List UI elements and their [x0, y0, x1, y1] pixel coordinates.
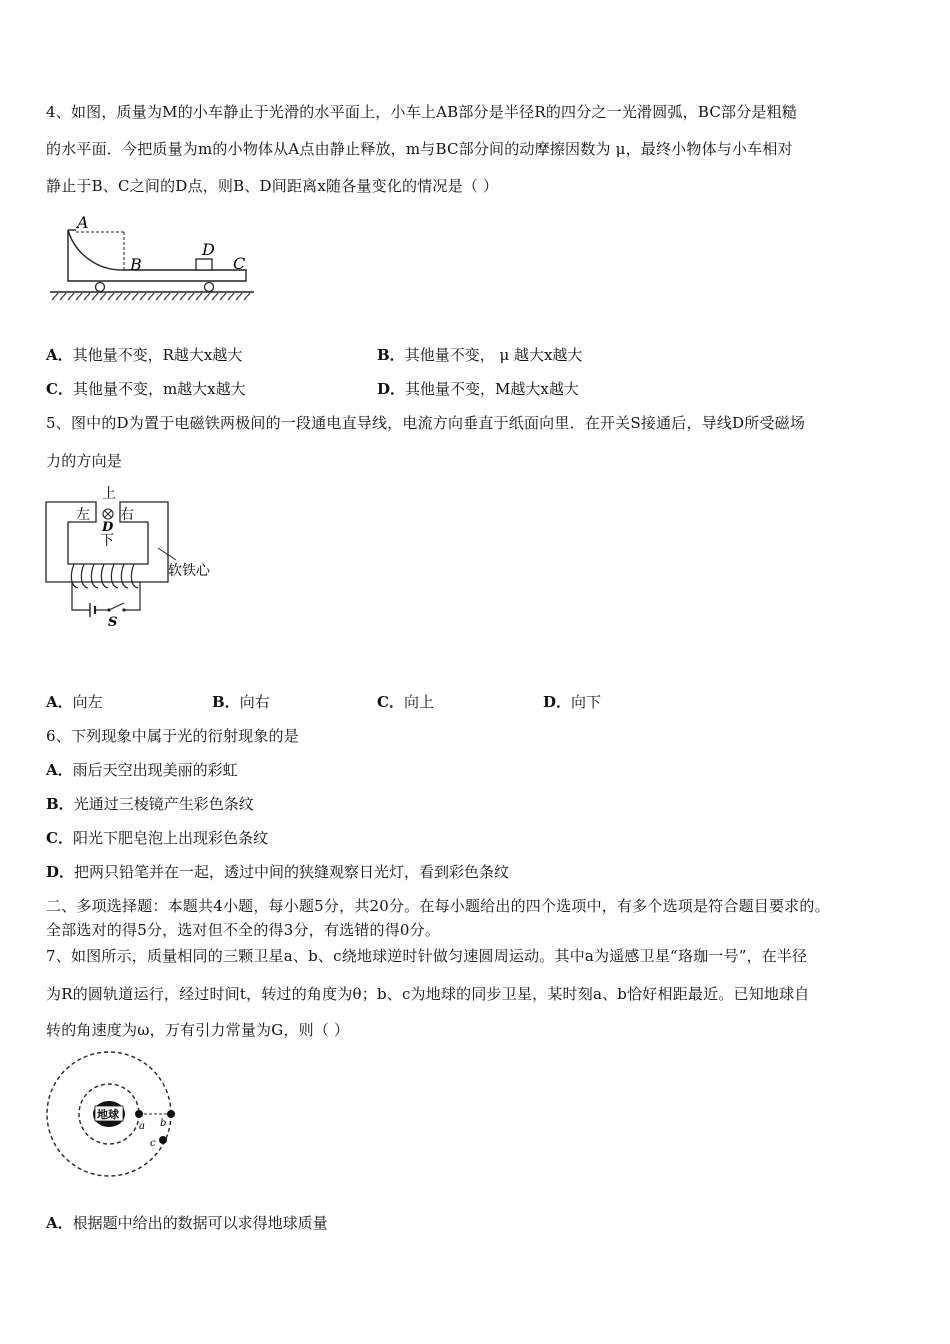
q5-option-c-text: 向上 — [403, 693, 434, 711]
q4-label-b: B — [130, 255, 142, 274]
q5-option-b-text: 向右 — [239, 693, 270, 711]
q4-label-d: D — [202, 240, 215, 259]
q7-option-a-label: A． — [46, 1214, 73, 1232]
q6-option-d-label: D． — [46, 863, 75, 881]
q7-option-a[interactable] — [46, 1213, 328, 1233]
q5-label-down: 下 — [100, 533, 114, 549]
q6-option-a[interactable] — [46, 760, 238, 780]
q7-label-earth: 地球 — [97, 1108, 119, 1121]
q6-option-a-label: A． — [46, 761, 73, 779]
q7-satellite-c — [159, 1136, 167, 1144]
q5-option-a[interactable] — [46, 692, 103, 712]
q7-option-a-text: 根据题中给出的数据可以求得地球质量 — [72, 1214, 328, 1232]
q7-satellite-a — [135, 1110, 143, 1118]
q4-option-b-text: 其他量不变， μ 越大x越大 — [404, 346, 583, 364]
q5-stem-line-1: 5、图中的D为置于电磁铁两极间的一段通电直导线，电流方向垂直于纸面向里．在开关S接通后，导线D所受磁场 — [46, 414, 806, 432]
q5-label-up: 上 — [102, 486, 116, 502]
q5-option-d-text: 向下 — [571, 693, 602, 711]
q7-label-b: b — [160, 1118, 167, 1129]
q7-label-c: c — [150, 1138, 156, 1149]
q6-option-c-text: 阳光下肥皂泡上出现彩色条纹 — [72, 829, 268, 847]
q4-stem-line-2: 的水平面．今把质量为m的小物体从A点由静止释放，m与BC部分间的动摩擦因数为 μ，最终小物体与小车相对 — [46, 140, 793, 158]
q7-orbit-figure — [44, 1050, 194, 1180]
q4-option-c-label: C． — [46, 380, 73, 398]
q7-stem-line-3: 转的角速度为ω，万有引力常量为G，则（ ） — [46, 1021, 350, 1039]
q5-option-d-label: D． — [543, 693, 572, 711]
q4-stem-line-3: 静止于B、C之间的D点，则B、D间距离x随各量变化的情况是（ ） — [46, 177, 499, 195]
q5-option-a-label: A． — [46, 693, 73, 711]
q7-stem-line-2: 为R的圆轨道运行，经过时间t，转过的角度为θ；b、c为地球的同步卫星，某时刻a、b恰好相距最近。已知地球自 — [46, 985, 810, 1003]
q4-option-d-label: D． — [377, 380, 406, 398]
q4-stem-line-1: 4、如图，质量为M的小车静止于光滑的水平面上，小车上AB部分是半径R的四分之一光滑圆弧，BC部分是粗糙 — [46, 103, 798, 121]
q5-label-left: 左 — [76, 507, 90, 523]
q6-option-c-label: C． — [46, 829, 73, 847]
q5-option-b[interactable] — [212, 692, 270, 712]
q5-label-right: 右 — [120, 507, 134, 523]
q5-option-a-text: 向左 — [72, 693, 103, 711]
q6-option-c[interactable] — [46, 828, 268, 848]
q4-option-c-text: 其他量不变，m越大x越大 — [72, 380, 246, 398]
section2-heading-line-2: 全部选对的得5分，选对但不全的得3分，有选错的得0分。 — [46, 921, 441, 939]
q5-option-c-label: C． — [377, 693, 404, 711]
q5-option-d[interactable] — [543, 692, 601, 712]
q5-option-b-label: B． — [212, 693, 240, 711]
q6-option-d[interactable] — [46, 862, 509, 882]
q5-label-core: 软铁心 — [168, 563, 210, 579]
q4-option-a[interactable] — [46, 345, 242, 365]
q5-electromagnet-figure — [40, 482, 230, 632]
q4-label-c: C — [233, 254, 246, 273]
q4-cart-figure — [44, 208, 260, 308]
q5-label-wire: D — [102, 520, 114, 535]
q5-label-switch: S — [108, 615, 118, 630]
q5-option-c[interactable] — [377, 692, 434, 712]
q7-label-a: a — [139, 1121, 145, 1132]
q4-option-b[interactable] — [377, 345, 582, 365]
q4-option-d-text: 其他量不变，M越大x越大 — [405, 380, 579, 398]
q6-option-b-label: B． — [46, 795, 74, 813]
q6-option-b-text: 光通过三棱镜产生彩色条纹 — [73, 795, 254, 813]
q4-option-b-label: B． — [377, 346, 405, 364]
q4-option-c[interactable] — [46, 379, 246, 399]
q6-option-b[interactable] — [46, 794, 254, 814]
q4-option-a-text: 其他量不变，R越大x越大 — [72, 346, 243, 364]
q5-stem-line-2: 力的方向是 — [46, 452, 123, 470]
q7-satellite-b — [167, 1110, 175, 1118]
q6-option-d-text: 把两只铅笔并在一起，透过中间的狭缝观察日光灯，看到彩色条纹 — [74, 863, 510, 881]
q4-option-d[interactable] — [377, 379, 579, 399]
q6-stem: 6、下列现象中属于光的衍射现象的是 — [46, 727, 299, 745]
section2-heading-line-1: 二、多项选择题：本题共4小题，每小题5分，共20分。在每小题给出的四个选项中，有多个选项是符合题目要求的。 — [46, 897, 830, 915]
q6-option-a-text: 雨后天空出现美丽的彩虹 — [72, 761, 238, 779]
q7-stem-line-1: 7、如图所示，质量相同的三颗卫星a、b、c绕地球逆时针做匀速圆周运动。其中a为遥感卫星“珞珈一号”，在半径 — [46, 947, 808, 965]
q4-label-a: A — [77, 213, 89, 232]
q4-option-a-label: A． — [46, 346, 73, 364]
